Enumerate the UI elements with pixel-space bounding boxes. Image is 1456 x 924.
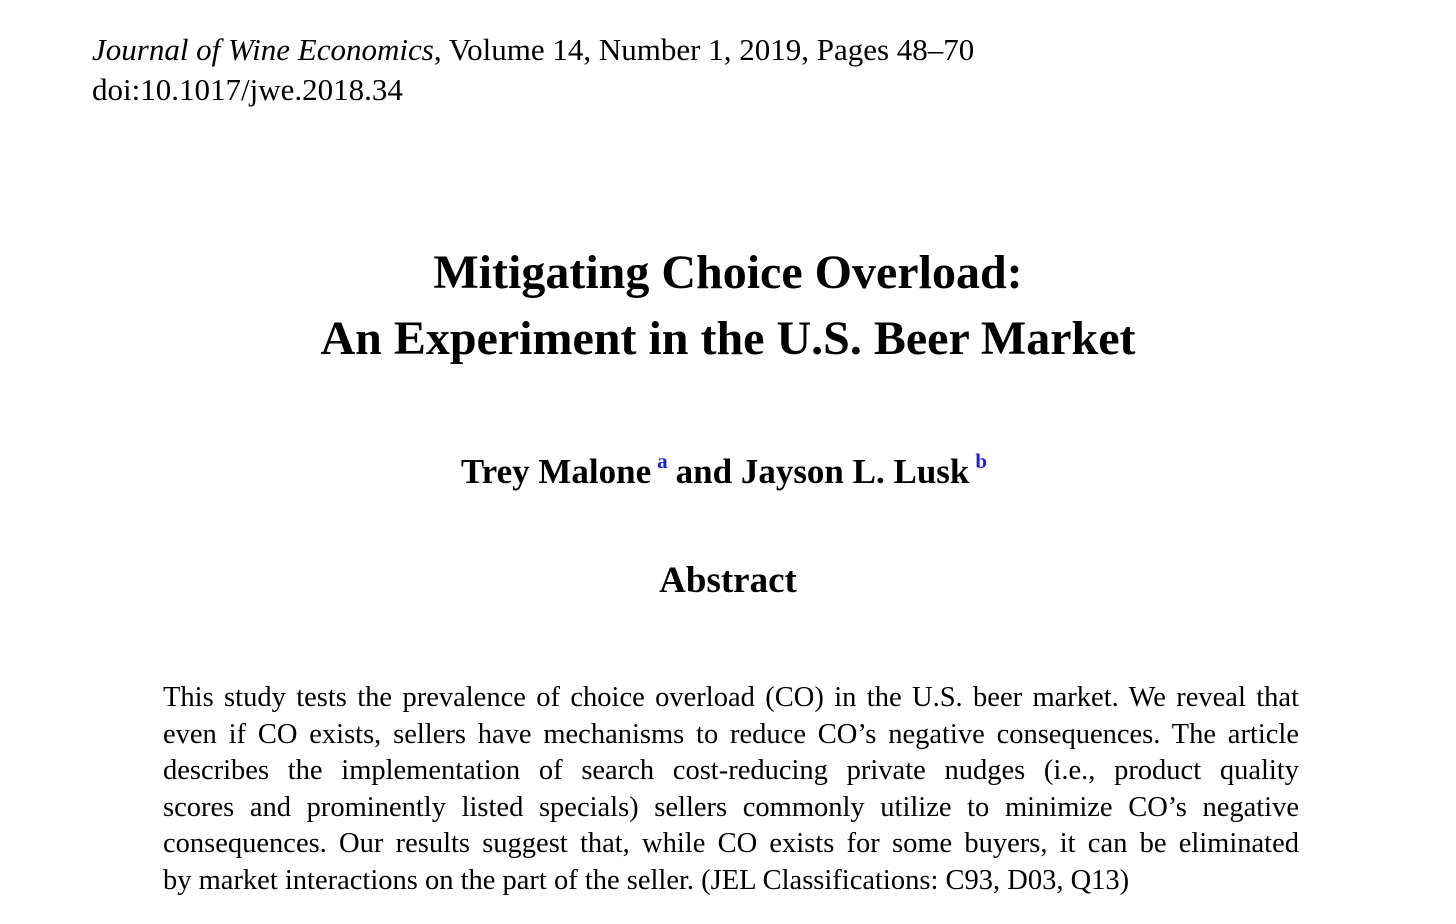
abstract-line: by market interactions on the part of the seller. (JEL Classifications: C93, D03, Q13) (163, 864, 1130, 896)
journal-name: Journal of Wine Economics (92, 32, 434, 67)
abstract-heading: Abstract (659, 560, 797, 601)
author-conjunction: and (675, 452, 733, 491)
journal-details: , Volume 14, Number 1, 2019, Pages 48–70 (433, 32, 975, 67)
title-line-2: An Experiment in the U.S. Beer Market (320, 312, 1136, 365)
affiliation-link-b[interactable]: b (975, 449, 988, 473)
title-line-1: Mitigating Choice Overload: (433, 246, 1023, 299)
author-name: Trey Malone (460, 452, 652, 491)
doi: doi:10.1017/jwe.2018.34 (92, 72, 403, 107)
abstract-line: even if CO exists, sellers have mechanisms to reduce CO’s negative consequences. The article (163, 718, 1299, 750)
affiliation-link-a[interactable]: a (657, 449, 668, 473)
abstract-text (163, 680, 1299, 900)
paper-title (0, 240, 1456, 372)
author-list (0, 438, 1456, 495)
journal-citation (92, 30, 1292, 70)
author-name: Jayson L. Lusk (740, 452, 970, 491)
abstract-line: This study tests the prevalence of choice overload (CO) in the U.S. beer market. We reveal that (163, 682, 1299, 713)
abstract-line: scores and prominently listed specials) sellers commonly utilize to minimize CO’s negative (163, 791, 1299, 823)
abstract-line: describes the implementation of search cost-reducing private nudges (i.e., product quality (163, 755, 1299, 787)
journal-header (92, 30, 1292, 110)
abstract-line: consequences. Our results suggest that, while CO exists for some buyers, it can be eliminated (163, 828, 1299, 860)
